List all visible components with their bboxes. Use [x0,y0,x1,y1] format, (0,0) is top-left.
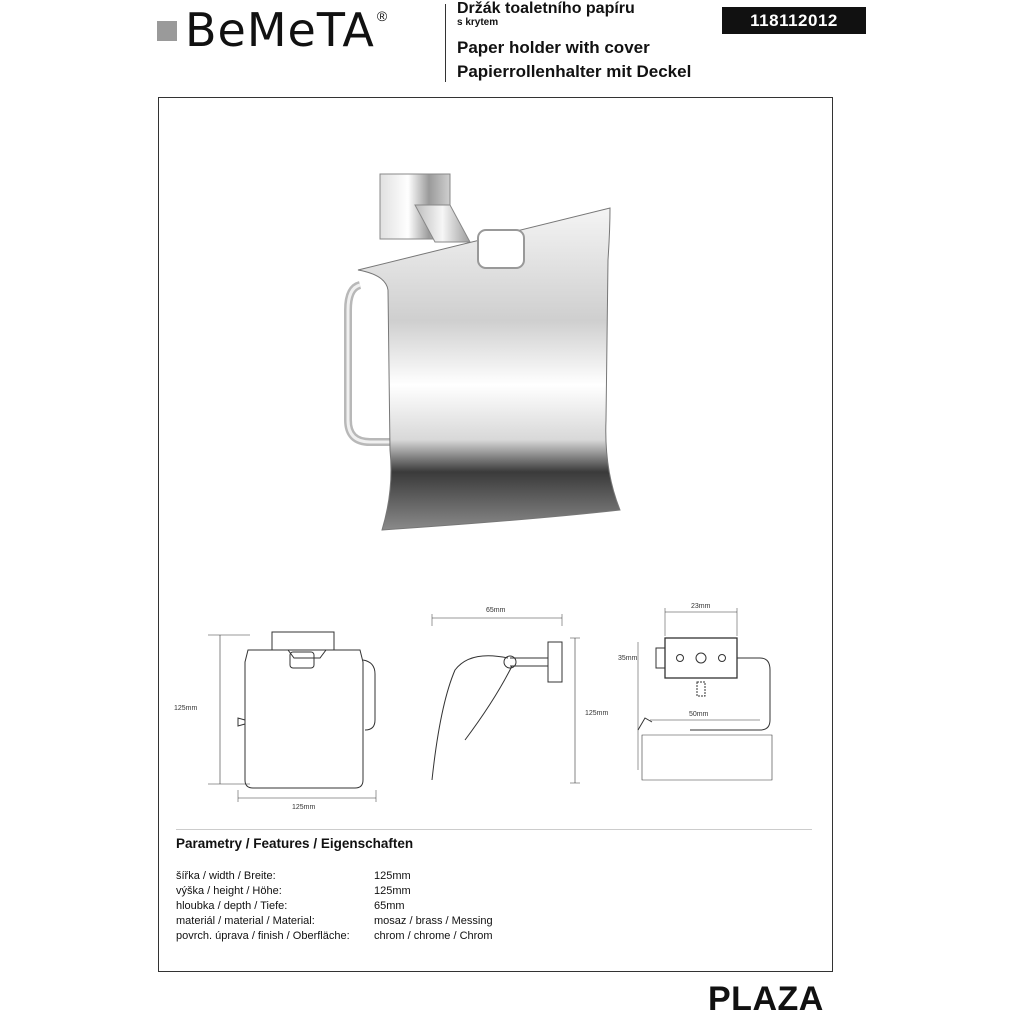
spec-label: hloubka / depth / Tiefe: [176,900,288,912]
title-german: Papierrollenhalter mit Deckel [457,62,692,81]
spec-value: chrom / chrome / Chrom [374,930,493,942]
spec-label: povrch. úprava / finish / Oberfläche: [176,930,350,942]
spec-label: materiál / material / Material: [176,915,315,927]
features-divider [176,829,812,830]
mounting-view-drawing [638,608,772,780]
title-czech-sub: s krytem [457,17,499,28]
specs-list [176,869,493,944]
spec-value: 65mm [374,900,405,912]
product-title-block [457,0,691,84]
mount-height-label: 35mm [618,655,638,662]
spec-row-depth [176,899,493,914]
spec-value: 125mm [374,885,411,897]
front-height-label: 125mm [174,705,198,712]
technical-drawings [160,590,830,820]
spec-row-width [176,869,493,884]
side-depth-label: 65mm [486,607,506,614]
spec-row-material [176,914,493,929]
title-english: Paper holder with cover [457,38,650,57]
features-title: Parametry / Features / Eigenschaften [176,836,414,851]
spec-label: šířka / width / Breite: [176,870,276,882]
header-divider [445,4,446,82]
product-photo [330,170,650,540]
series-name: PLAZA [708,980,824,1018]
registered-mark: ® [376,8,388,24]
mount-width-label: 23mm [691,603,711,610]
side-height-label: 125mm [585,710,609,717]
spec-label: výška / height / Höhe: [176,885,282,897]
spec-value: 125mm [374,870,411,882]
spec-row-height [176,884,493,899]
front-width-label: 125mm [292,804,316,811]
brand-name: BeMeTA [185,3,375,57]
brand-logo [157,4,387,56]
spec-value: mosaz / brass / Messing [374,915,493,927]
side-view-drawing [432,614,580,783]
logo-square-icon [157,21,177,41]
spec-row-finish [176,929,493,944]
product-code-badge: 118112012 [722,7,866,34]
front-view-drawing [208,632,376,802]
mount-bar-label: 50mm [689,711,709,718]
title-czech: Držák toaletního papíru [457,0,635,17]
